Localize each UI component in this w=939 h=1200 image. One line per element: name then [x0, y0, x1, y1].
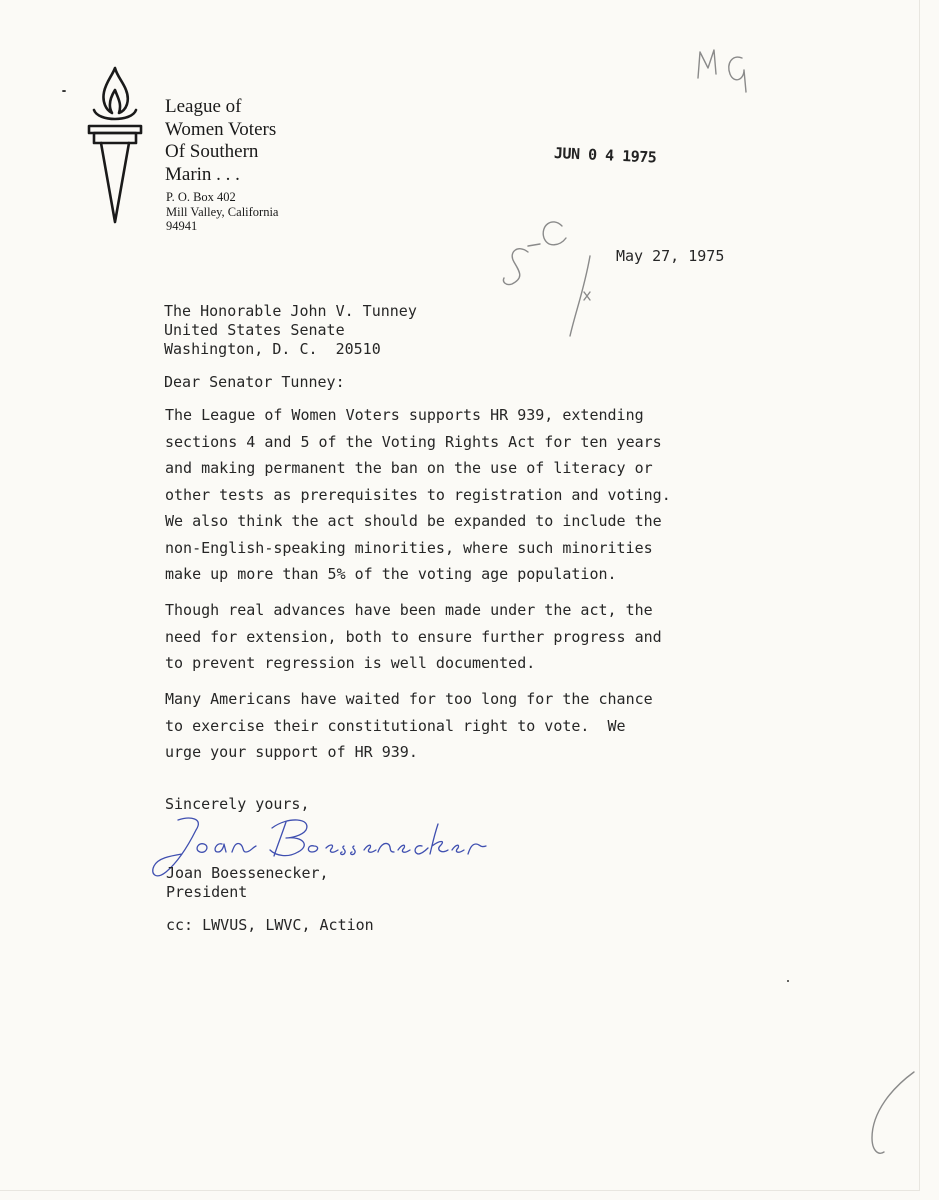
- recipient-line: Washington, D. C. 20510: [164, 340, 381, 358]
- organization-name: [165, 96, 276, 186]
- body-line: The League of Women Voters supports HR 939, extending: [165, 406, 644, 424]
- body-line: sections 4 and 5 of the Voting Rights Act for ten years: [165, 432, 662, 451]
- carbon-copy-line: cc: LWVUS, LWVC, Action: [166, 916, 374, 934]
- body-paragraph-2: [165, 597, 662, 677]
- body-paragraph-3: [165, 686, 653, 766]
- org-name-line: Marin . . .: [165, 163, 240, 185]
- signer-name: Joan Boessenecker,: [166, 864, 329, 882]
- recipient-line: The Honorable John V. Tunney: [164, 302, 417, 320]
- received-date-stamp: JUN 0 4 1975: [553, 144, 657, 167]
- body-line: and making permanent the ban on the use of literacy or: [165, 459, 653, 477]
- org-name-line: Of Southern: [165, 141, 259, 162]
- closing: Sincerely yours,: [165, 795, 310, 813]
- salutation: Dear Senator Tunney:: [164, 373, 345, 391]
- letter-date: May 27, 1975: [616, 247, 725, 265]
- recipient-line: United States Senate: [164, 321, 345, 339]
- org-name-line: League of: [165, 96, 242, 117]
- body-line: to prevent regression is well documented.: [165, 654, 536, 672]
- body-line: urge your support of HR 939.: [165, 743, 418, 761]
- body-line: need for extension, both to ensure further progress and: [165, 627, 662, 646]
- paper-speck: [62, 90, 66, 92]
- signer-title: President: [166, 883, 248, 901]
- torch-icon: [82, 66, 148, 228]
- body-line: to exercise their constitutional right to vote. We: [165, 716, 626, 735]
- body-line: other tests as prerequisites to registration and voting.: [165, 485, 671, 504]
- body-line: Many Americans have waited for too long for the chance: [165, 690, 653, 708]
- body-line: Though real advances have been made under the act, the: [165, 601, 653, 619]
- organization-address: [166, 190, 278, 234]
- body-line: non-English-speaking minorities, where such minorities: [165, 538, 653, 557]
- address-line: 94941: [166, 219, 198, 233]
- body-paragraph-1: [165, 402, 671, 588]
- body-line: We also think the act should be expanded to include the: [165, 512, 662, 530]
- address-line: Mill Valley, California: [166, 204, 279, 219]
- body-line: make up more than 5% of the voting age population.: [165, 565, 617, 583]
- address-line: P. O. Box 402: [166, 190, 236, 204]
- recipient-address: [164, 302, 417, 359]
- signer-block: [166, 864, 329, 902]
- org-name-line: Women Voters: [165, 118, 277, 140]
- paper-speck: [787, 980, 789, 982]
